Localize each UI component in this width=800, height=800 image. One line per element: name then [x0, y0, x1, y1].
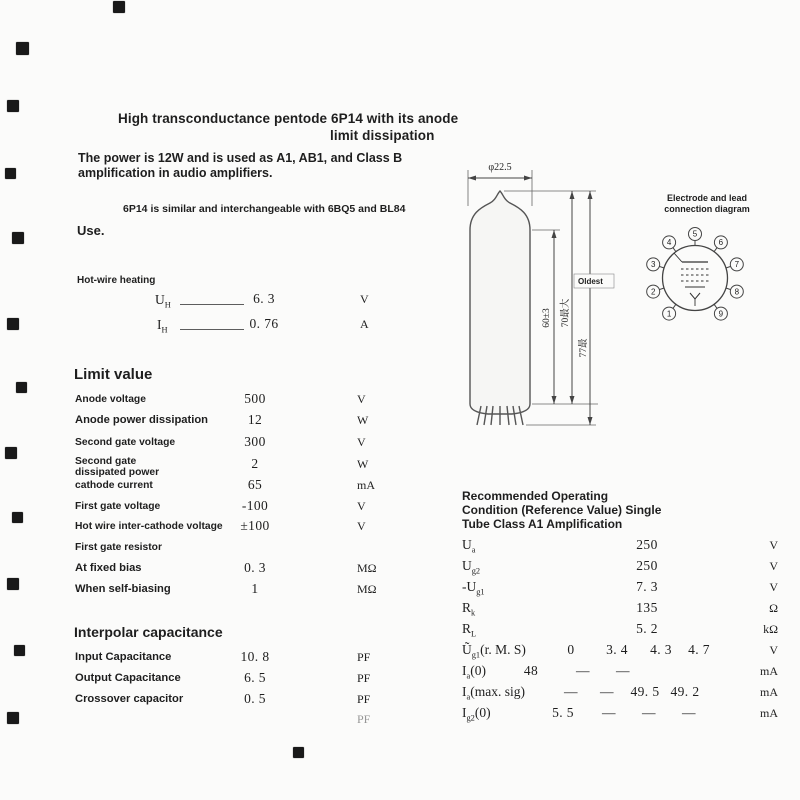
electrode-heading-line1: Electrode and lead — [666, 193, 748, 203]
cap-row-unit: PF — [357, 712, 371, 726]
op-row-label: $Ũ_{g1}(r$. M. S) — [462, 642, 526, 660]
op-row-unit: kΩ — [763, 622, 778, 636]
op-row-value: 250 — [636, 537, 658, 552]
dim-77-translated-label: Oldest — [578, 277, 603, 286]
pin-3: 3 — [650, 260, 656, 270]
cap-row-unit: PF — [357, 671, 371, 685]
limit-row-value: -100 — [241, 498, 269, 513]
op-row-unit: V — [769, 643, 778, 657]
op-row-value: 250 — [636, 558, 658, 573]
interchangeable-note: 6P14 is similar and interchangeable with 6BQ5 and BL84 — [123, 203, 406, 215]
scan-artifact — [7, 100, 19, 112]
op-row-label: $R_k$ — [462, 600, 476, 618]
heating-label-sub: H — [164, 300, 171, 310]
tube-outline-drawing — [450, 158, 620, 433]
page-title-line2: limit dissipation — [330, 128, 435, 143]
scan-artifact — [7, 712, 19, 724]
scan-artifact — [5, 447, 17, 459]
op-col-value: 0 — [567, 642, 575, 657]
limit-row-value: 1 — [251, 581, 259, 596]
tube-body — [470, 191, 530, 414]
operating-heading — [462, 489, 712, 531]
electrode-connection-diagram — [622, 222, 774, 334]
limit-row-value: 0. 3 — [244, 560, 266, 575]
scan-artifact — [16, 382, 27, 393]
scan-artifact — [16, 42, 29, 55]
cap-row-label: Crossover capacitor — [75, 693, 184, 705]
limit-row-label: First gate voltage — [75, 501, 161, 512]
limit-heading: Limit value — [74, 366, 153, 383]
op-row-unit: V — [769, 559, 778, 573]
operating-heading-line1: Recommended Operating — [462, 489, 609, 503]
limit-row-label: First gate resistor — [75, 542, 162, 553]
limit-row-unit: V — [357, 435, 366, 449]
op-row-value: 7. 3 — [636, 579, 658, 594]
heating-label-sub: H — [161, 325, 168, 335]
cap-row-unit: PF — [357, 692, 371, 706]
op-col-value: 48 — [523, 663, 539, 678]
op-col-value: 49. 2 — [670, 684, 700, 699]
scan-artifact — [5, 168, 16, 179]
op-col-value: 4. 3 — [650, 642, 672, 657]
limit-row-unit: V — [357, 499, 366, 513]
op-row-label: $I_a(0)$ — [462, 663, 486, 681]
op-col-value: 4. 7 — [688, 642, 710, 657]
cap-row-label: Output Capacitance — [75, 672, 181, 684]
limit-row-label: Hot wire inter-cathode voltage — [75, 521, 223, 532]
operating-heading-line3: Tube Class A1 Amplification — [462, 517, 623, 531]
cap-row-label: Input Capacitance — [75, 651, 172, 663]
limit-row-value: 12 — [247, 412, 263, 427]
operating-heading-line2: Condition (Reference Value) Single — [462, 503, 662, 517]
heating-label-pre: U — [155, 292, 165, 307]
limit-row-unit: V — [357, 392, 366, 406]
op-row-unit: V — [769, 580, 778, 594]
op-row-unit: mA — [760, 664, 778, 678]
limit-row-label: At fixed bias — [75, 562, 142, 574]
electrode-heading-line2: connection diagram — [664, 204, 750, 214]
scan-artifact — [113, 1, 125, 13]
op-col-value: — — [602, 705, 616, 720]
heating-heading: Hot-wire heating — [77, 275, 156, 286]
pin-4: 4 — [666, 238, 672, 248]
pin-8: 8 — [734, 287, 740, 297]
scan-artifact — [7, 578, 19, 590]
dim-diameter-label: φ22.5 — [488, 162, 512, 173]
heating-row-label — [155, 292, 171, 310]
limit-row-label: When self-biasing — [75, 583, 171, 595]
op-col-value: — — [682, 705, 696, 720]
pin-6: 6 — [718, 238, 724, 248]
cap-row-value: 6. 5 — [244, 670, 266, 685]
scan-artifact — [7, 318, 19, 330]
limit-row-unit: V — [357, 519, 366, 533]
limit-row-unit: W — [357, 457, 369, 471]
scan-artifact — [12, 512, 23, 523]
pin-2: 2 — [650, 287, 656, 297]
heating-row-label — [157, 317, 168, 335]
op-col-value: 3. 4 — [606, 642, 628, 657]
op-col-value: 49. 5 — [630, 684, 660, 699]
limit-row-value: 65 — [247, 477, 263, 492]
limit-row-label: Second gate voltage — [75, 437, 176, 448]
heating-label-pre: I — [157, 317, 162, 332]
op-row-label: $U_{g2}$ — [462, 558, 481, 576]
pentode-symbol — [674, 253, 709, 306]
op-row-unit: mA — [760, 706, 778, 720]
dim-70-label: 70最大 — [561, 298, 571, 328]
op-row-unit: mA — [760, 685, 778, 699]
limit-row-label: Second gate dissipated power — [75, 456, 160, 478]
op-row-label: $-U_{g1}$ — [462, 579, 485, 597]
scan-artifact — [293, 747, 304, 758]
limit-row-label: Anode voltage — [75, 394, 146, 405]
op-row-label: $I_a(\max$. sig) — [462, 684, 525, 702]
cap-row-value: 0. 5 — [244, 691, 266, 706]
cap-row-unit: PF — [357, 650, 371, 664]
scan-artifact — [14, 645, 25, 656]
op-row-unit: Ω — [769, 601, 778, 615]
limit-row-unit: MΩ — [357, 561, 377, 575]
op-col-value: — — [576, 663, 590, 678]
pin-9: 9 — [718, 309, 724, 319]
op-col-value: 5. 5 — [552, 705, 574, 720]
limit-row-unit: W — [357, 413, 369, 427]
op-row-label: $U_a$ — [462, 537, 476, 555]
op-col-value: — — [642, 705, 656, 720]
heating-row-value: 0. 76 — [249, 316, 279, 331]
heating-row-unit: A — [360, 317, 369, 331]
limit-row-value: 500 — [244, 391, 266, 406]
electrode-diagram-heading — [642, 193, 772, 215]
scan-artifact — [12, 232, 24, 244]
heating-row-unit: V — [360, 292, 369, 306]
pin-5: 5 — [692, 229, 698, 239]
limit-row-unit: MΩ — [357, 582, 377, 596]
op-col-value: — — [600, 684, 614, 699]
op-row-value: 135 — [636, 600, 658, 615]
pin-7: 7 — [734, 260, 740, 270]
heating-row-value: 6. 3 — [253, 291, 275, 306]
op-col-value: — — [564, 684, 578, 699]
cap-row-value: 10. 8 — [240, 649, 270, 664]
limit-row-value: 300 — [244, 434, 266, 449]
pin-1: 1 — [666, 309, 672, 319]
use-heading: Use. — [77, 223, 105, 238]
intro-paragraph: The power is 12W and is used as A1, AB1, and Class B amplification in audio amplifiers. — [78, 151, 403, 180]
page-title-line1: High transconductance pentode 6P14 with its anode — [118, 111, 459, 126]
op-row-value: 5. 2 — [636, 621, 658, 636]
limit-row-unit: mA — [357, 478, 375, 492]
op-row-label: $I_{g2}(0)$ — [462, 705, 491, 723]
capacitance-heading: Interpolar capacitance — [74, 624, 223, 640]
dim-60-label: 60±3 — [542, 308, 552, 328]
op-col-value: — — [616, 663, 630, 678]
op-row-unit: V — [769, 538, 778, 552]
op-row-label: $R_L$ — [462, 621, 477, 639]
limit-row-label: Anode power dissipation — [75, 414, 209, 426]
dim-77-label: 77最 — [579, 338, 589, 358]
limit-row-label: cathode current — [75, 480, 153, 491]
limit-row-value: ±100 — [240, 518, 270, 533]
limit-row-value: 2 — [251, 456, 259, 471]
